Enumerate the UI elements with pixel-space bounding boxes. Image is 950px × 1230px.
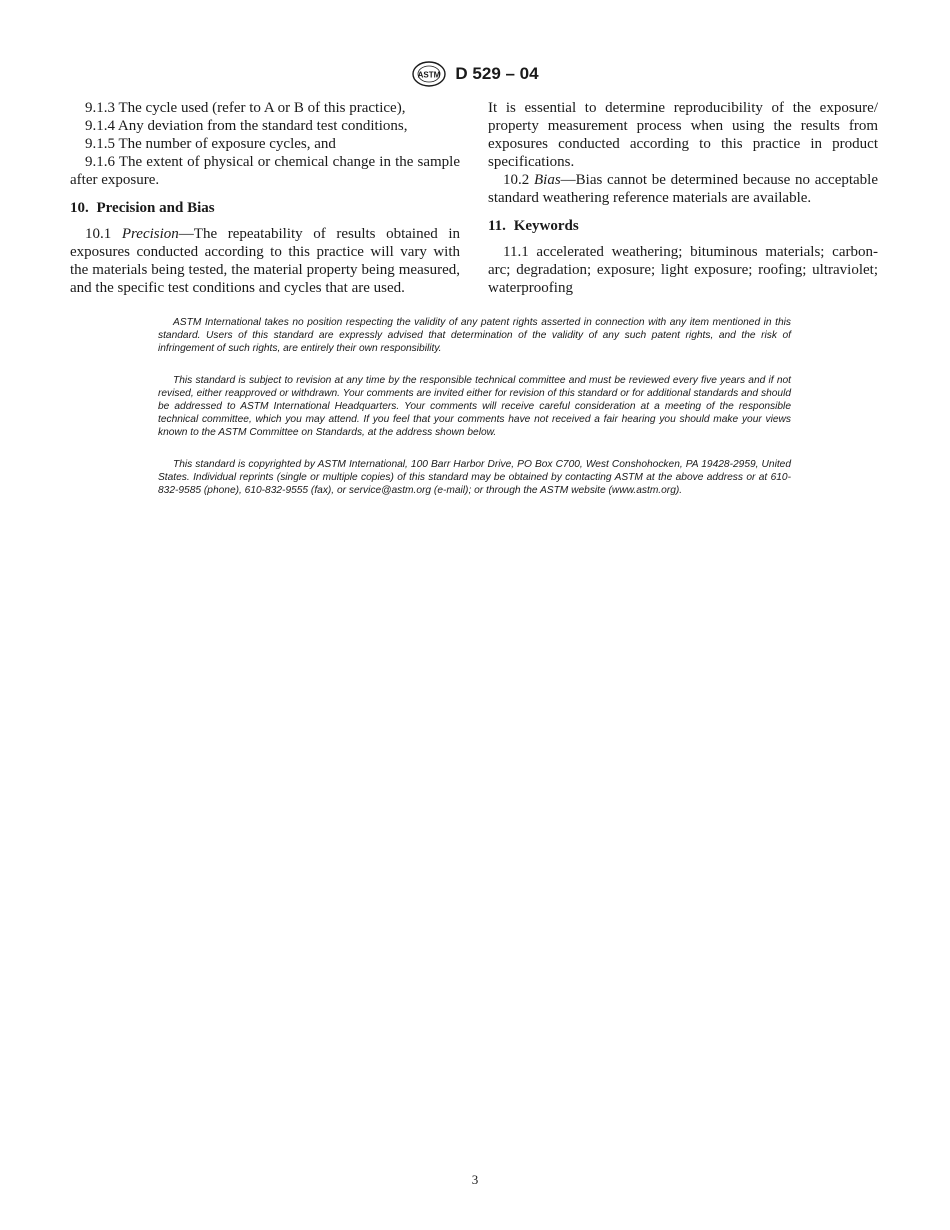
paragraph-10-1-text: —The repeatability of results obtained in exposures conducted according to this practice will vary with the materials being tested, the material property being measured, and the specific test conditions and cycles that are used. [70, 226, 460, 296]
standard-designation: D 529 – 04 [455, 64, 539, 83]
paragraph-10-1 [70, 225, 460, 297]
keywords-list: accelerated weathering; bituminous materials; carbon-arc; degradation; exposure; light exposure; roofing; ultraviolet; waterproofing [488, 244, 878, 296]
astm-logo-text: ASTM [418, 70, 441, 80]
item-9-1-5: 9.1.5 The number of exposure cycles, and [85, 136, 336, 152]
item-9-1-6: 9.1.6 The extent of physical or chemical change in the sample after exposure. [70, 154, 460, 188]
paragraph-10-1-continued: It is essential to determine reproducibility of the exposure/ property measurement process when using the results from exposures conducted according to this practice in product specifications. [488, 100, 878, 170]
copyright-notice [158, 458, 791, 497]
item-9-1-3: 9.1.3 The cycle used (refer to A or B of this practice), [85, 100, 406, 116]
patent-notice [158, 316, 791, 355]
paragraph-10-2-number: 10.2 [503, 172, 530, 188]
patent-notice-text: ASTM International takes no position respecting the validity of any patent rights asserted in connection with any item mentioned in this standard. Users of this standard are expressly advised that determination of the validity of any such patent rights, and the risk of infringement of such rights, are entirely their own responsibility. [158, 317, 791, 354]
paragraph-10-2 [488, 171, 878, 207]
paragraph-11-1 [488, 243, 878, 297]
item-9-1-4: 9.1.4 Any deviation from the standard test conditions, [85, 118, 408, 134]
right-column [488, 99, 878, 297]
section-11-number: 11. [488, 218, 506, 234]
astm-logo-icon [411, 60, 447, 88]
precision-term: Precision [121, 226, 179, 242]
bias-term: Bias [533, 172, 561, 188]
left-column [70, 99, 460, 297]
section-10-number: 10. [70, 200, 89, 216]
page-number: 3 [471, 1172, 479, 1187]
paragraph-10-1-number: 10.1 [85, 226, 112, 242]
section-11-heading [488, 217, 878, 235]
page-header [0, 60, 950, 88]
section-10-heading [70, 199, 460, 217]
copyright-notice-text: This standard is copyrighted by ASTM International, 100 Barr Harbor Drive, PO Box C700, West Conshohocken, PA 19428-2959, United States. Individual reprints (single or multiple copies) of this standard may be obtained by contacting ASTM at the above address or at 610-832-9585 (phone), 610-832-9555 (fax), or service@astm.org (e-mail); or through the ASTM website (www.astm.org). [158, 459, 791, 496]
revision-notice-text: This standard is subject to revision at any time by the responsible technical committee and must be reviewed every five years and if not revised, either reapproved or withdrawn. Your comments are invited either for revision of this standard or for additional standards and should be addressed to ASTM International Headquarters. Your comments will receive careful consideration at a meeting of the responsible technical committee, which you may attend. If you feel that your comments have not received a fair hearing you should make your views known to the ASTM Committee on Standards, at the address shown below. [158, 375, 791, 438]
section-11-title: Keywords [513, 218, 579, 234]
paragraph-11-1-number: 11.1 [503, 244, 529, 260]
section-10-title: Precision and Bias [96, 200, 215, 216]
paragraph-10-2-text: —Bias cannot be determined because no acceptable standard weathering reference materials are available. [488, 172, 879, 206]
revision-notice [158, 374, 791, 439]
